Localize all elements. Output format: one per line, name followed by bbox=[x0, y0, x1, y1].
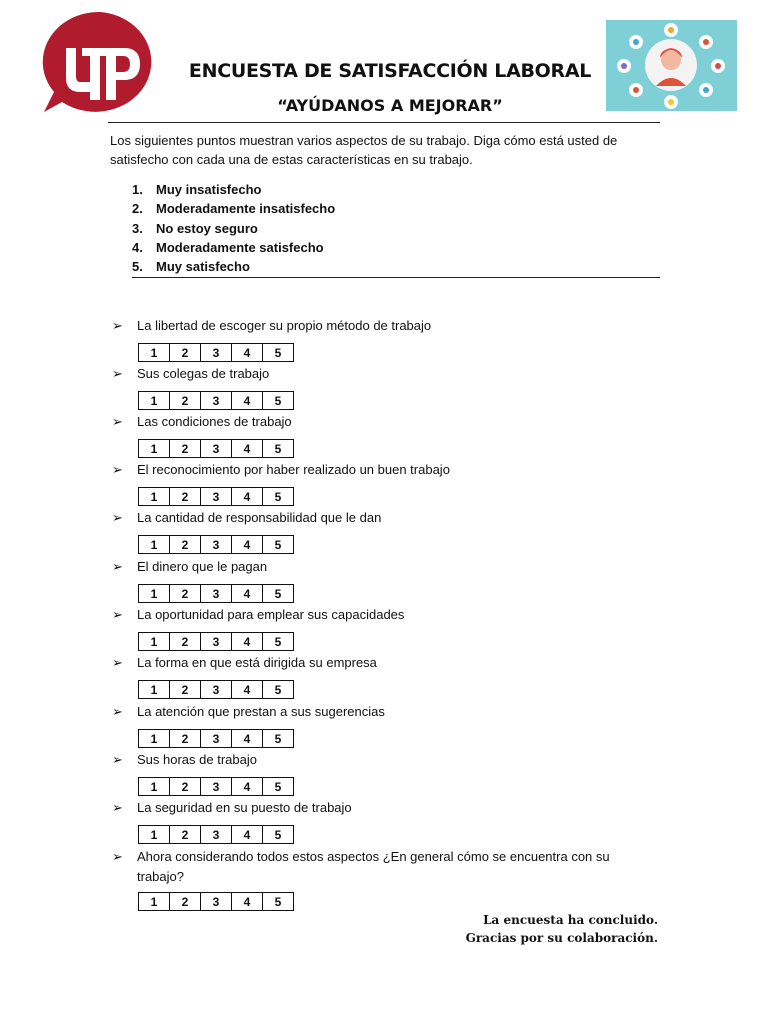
divider bbox=[132, 277, 660, 278]
scale-legend-label: Muy satisfecho bbox=[156, 259, 250, 275]
scale-legend-number: 3. bbox=[132, 220, 143, 236]
rating-option-5[interactable]: 5 bbox=[263, 633, 294, 651]
arrow-bullet-icon: ➢ bbox=[112, 366, 123, 381]
arrow-bullet-icon: ➢ bbox=[112, 510, 123, 525]
rating-scale bbox=[138, 343, 294, 362]
rating-option-1[interactable]: 1 bbox=[139, 633, 170, 651]
closing-line: La encuesta ha concluido. bbox=[483, 913, 658, 927]
rating-option-1[interactable]: 1 bbox=[139, 536, 170, 554]
rating-option-3[interactable]: 3 bbox=[201, 536, 232, 554]
divider bbox=[108, 122, 660, 123]
rating-option-5[interactable]: 5 bbox=[263, 778, 294, 796]
rating-option-5[interactable]: 5 bbox=[263, 536, 294, 554]
rating-option-1[interactable]: 1 bbox=[139, 778, 170, 796]
arrow-bullet-icon: ➢ bbox=[112, 800, 123, 815]
arrow-bullet-icon: ➢ bbox=[112, 462, 123, 477]
rating-option-3[interactable]: 3 bbox=[201, 730, 232, 748]
rating-option-3[interactable]: 3 bbox=[201, 681, 232, 699]
scale-legend-number: 4. bbox=[132, 239, 143, 255]
rating-option-4[interactable]: 4 bbox=[232, 826, 263, 844]
rating-option-2[interactable]: 2 bbox=[170, 778, 201, 796]
question-text: La seguridad en su puesto de trabajo bbox=[137, 800, 352, 815]
rating-option-4[interactable]: 4 bbox=[232, 681, 263, 699]
rating-scale bbox=[138, 777, 294, 796]
scale-legend bbox=[132, 180, 335, 276]
rating-option-2[interactable]: 2 bbox=[170, 633, 201, 651]
rating-scale bbox=[138, 391, 294, 410]
rating-option-1[interactable]: 1 bbox=[139, 488, 170, 506]
rating-scale bbox=[138, 892, 294, 911]
arrow-bullet-icon: ➢ bbox=[112, 655, 123, 670]
arrow-bullet-icon: ➢ bbox=[112, 849, 123, 864]
arrow-bullet-icon: ➢ bbox=[112, 559, 123, 574]
scale-legend-number: 2. bbox=[132, 201, 143, 217]
rating-option-3[interactable]: 3 bbox=[201, 826, 232, 844]
rating-option-5[interactable]: 5 bbox=[263, 488, 294, 506]
intro-paragraph: Los siguientes puntos muestran varios aspectos de su trabajo. Diga cómo está usted de satisfecho con cada una de estas características en su trabajo. bbox=[110, 133, 618, 167]
question-text: La cantidad de responsabilidad que le dan bbox=[137, 510, 382, 525]
scale-legend-item bbox=[132, 257, 335, 276]
rating-scale bbox=[138, 439, 294, 458]
rating-option-1[interactable]: 1 bbox=[139, 440, 170, 458]
rating-option-3[interactable]: 3 bbox=[201, 440, 232, 458]
rating-option-4[interactable]: 4 bbox=[232, 585, 263, 603]
scale-legend-label: Moderadamente insatisfecho bbox=[156, 201, 336, 217]
question-text: El dinero que le pagan bbox=[137, 559, 268, 574]
rating-option-4[interactable]: 4 bbox=[232, 536, 263, 554]
rating-scale bbox=[138, 632, 294, 651]
rating-option-2[interactable]: 2 bbox=[170, 730, 201, 748]
rating-option-3[interactable]: 3 bbox=[201, 392, 232, 410]
question-text: La libertad de escoger su propio método de trabajo bbox=[137, 318, 432, 333]
question-text: La atención que prestan a sus sugerencias bbox=[137, 704, 385, 719]
rating-option-2[interactable]: 2 bbox=[170, 440, 201, 458]
rating-option-1[interactable]: 1 bbox=[139, 681, 170, 699]
rating-option-2[interactable]: 2 bbox=[170, 893, 201, 911]
question-text: Sus horas de trabajo bbox=[137, 752, 257, 767]
question-text: La forma en que está dirigida su empresa bbox=[137, 655, 377, 670]
page-subtitle: “AYÚDANOS A MEJORAR” bbox=[277, 96, 503, 115]
rating-option-5[interactable]: 5 bbox=[263, 893, 294, 911]
rating-option-4[interactable]: 4 bbox=[232, 778, 263, 796]
scale-legend-number: 1. bbox=[132, 182, 143, 197]
question-text: Sus colegas de trabajo bbox=[137, 366, 270, 381]
rating-option-2[interactable]: 2 bbox=[170, 681, 201, 699]
scale-legend-item bbox=[132, 180, 335, 199]
rating-option-4[interactable]: 4 bbox=[232, 730, 263, 748]
page-title: ENCUESTA DE SATISFACCIÓN LABORAL bbox=[188, 60, 592, 82]
rating-scale bbox=[138, 825, 294, 844]
rating-option-5[interactable]: 5 bbox=[263, 730, 294, 748]
rating-scale bbox=[138, 535, 294, 554]
rating-scale bbox=[138, 584, 294, 603]
rating-option-1[interactable]: 1 bbox=[139, 893, 170, 911]
scale-legend-label: Muy insatisfecho bbox=[156, 182, 262, 197]
rating-option-1[interactable]: 1 bbox=[139, 826, 170, 844]
rating-option-2[interactable]: 2 bbox=[170, 585, 201, 603]
scale-legend-label: Moderadamente satisfecho bbox=[156, 239, 324, 255]
rating-option-3[interactable]: 3 bbox=[201, 344, 232, 362]
arrow-bullet-icon: ➢ bbox=[112, 414, 123, 429]
arrow-bullet-icon: ➢ bbox=[112, 752, 123, 767]
scale-legend-item bbox=[132, 238, 335, 257]
rating-option-4[interactable]: 4 bbox=[232, 344, 263, 362]
rating-option-3[interactable]: 3 bbox=[201, 633, 232, 651]
rating-option-5[interactable]: 5 bbox=[263, 585, 294, 603]
rating-scale bbox=[138, 729, 294, 748]
rating-option-4[interactable]: 4 bbox=[232, 440, 263, 458]
rating-option-1[interactable]: 1 bbox=[139, 585, 170, 603]
arrow-bullet-icon: ➢ bbox=[112, 318, 123, 333]
question-text: Ahora considerando todos estos aspectos ¿En general cómo se encuentra con su trabajo? bbox=[137, 849, 610, 884]
rating-option-4[interactable]: 4 bbox=[232, 392, 263, 410]
rating-option-2[interactable]: 2 bbox=[170, 536, 201, 554]
rating-scale bbox=[138, 680, 294, 699]
rating-option-2[interactable]: 2 bbox=[170, 344, 201, 362]
question-text: La oportunidad para emplear sus capacidades bbox=[137, 607, 405, 622]
rating-scale bbox=[138, 487, 294, 506]
question-text: El reconocimiento por haber realizado un buen trabajo bbox=[137, 462, 450, 477]
rating-option-3[interactable]: 3 bbox=[201, 488, 232, 506]
closing-line: Gracias por su colaboración. bbox=[465, 931, 658, 945]
rating-option-3[interactable]: 3 bbox=[201, 585, 232, 603]
rating-option-4[interactable]: 4 bbox=[232, 488, 263, 506]
arrow-bullet-icon: ➢ bbox=[112, 704, 123, 719]
rating-option-5[interactable]: 5 bbox=[263, 440, 294, 458]
rating-option-4[interactable]: 4 bbox=[232, 633, 263, 651]
scale-legend-item bbox=[132, 199, 335, 218]
rating-option-5[interactable]: 5 bbox=[263, 826, 294, 844]
scale-legend-number: 5. bbox=[132, 259, 143, 275]
rating-option-3[interactable]: 3 bbox=[201, 778, 232, 796]
rating-option-1[interactable]: 1 bbox=[139, 392, 170, 410]
rating-option-2[interactable]: 2 bbox=[170, 826, 201, 844]
rating-option-2[interactable]: 2 bbox=[170, 488, 201, 506]
rating-option-5[interactable]: 5 bbox=[263, 344, 294, 362]
rating-option-3[interactable]: 3 bbox=[201, 893, 232, 911]
question-text: Las condiciones de trabajo bbox=[137, 414, 292, 429]
rating-option-4[interactable]: 4 bbox=[232, 893, 263, 911]
scale-legend-label: No estoy seguro bbox=[156, 220, 258, 236]
closing-message bbox=[466, 911, 658, 947]
rating-option-5[interactable]: 5 bbox=[263, 392, 294, 410]
rating-option-5[interactable]: 5 bbox=[263, 681, 294, 699]
rating-option-2[interactable]: 2 bbox=[170, 392, 201, 410]
arrow-bullet-icon: ➢ bbox=[112, 607, 123, 622]
rating-option-1[interactable]: 1 bbox=[139, 344, 170, 362]
scale-legend-item bbox=[132, 219, 335, 238]
rating-option-1[interactable]: 1 bbox=[139, 730, 170, 748]
